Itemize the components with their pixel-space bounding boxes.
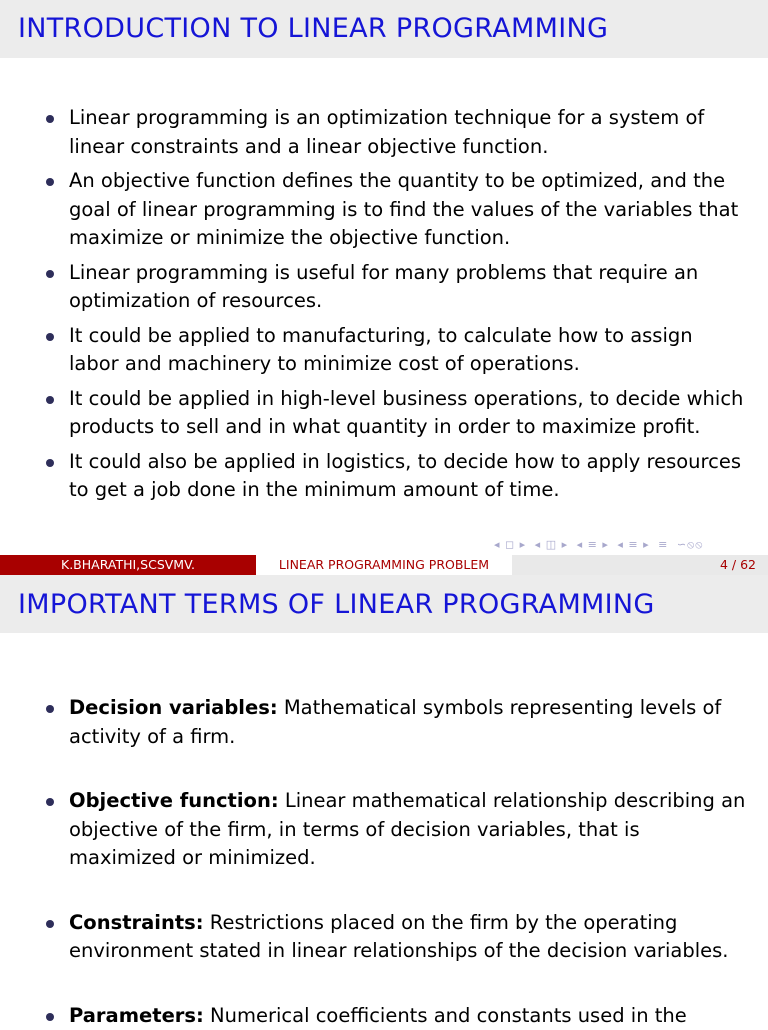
list-item: An objective function defines the quantity to be optimized, and the goal of linear programming is to find the values of the variables that maximize or minimize the objective function.	[0, 167, 768, 253]
list-item: It could also be applied in logistics, to decide how to apply resources to get a job done in the minimum amount of time.	[0, 448, 768, 505]
slide2-title: IMPORTANT TERMS OF LINEAR PROGRAMMING	[18, 589, 655, 620]
list-item	[0, 909, 768, 966]
footer-author: K.BHARATHI,SCSVMV.	[0, 555, 256, 575]
footer-page-box	[512, 555, 768, 575]
list-item	[0, 787, 768, 873]
slide1-title-band	[0, 0, 768, 58]
list-item	[0, 694, 768, 751]
list-item: It could be applied in high-level business operations, to decide which products to sell and in what quantity in order to maximize profit.	[0, 385, 768, 442]
term-definition: Mathematical symbols representing levels of activity of a firm.	[69, 696, 721, 748]
term-name: Objective function:	[69, 789, 279, 812]
subsection-list-nav-icon[interactable]: ◂ ≡ ▸	[617, 538, 649, 551]
term-name: Decision variables:	[69, 696, 278, 719]
search-icon[interactable]: ∽⦸⦸	[677, 538, 704, 551]
subsection-nav-icon[interactable]: ◂ ◫ ▸	[535, 538, 568, 551]
bullet-icon	[46, 1013, 54, 1021]
bullet-icon	[46, 333, 54, 341]
term-definition: Numerical coefficients and constants used in the	[210, 1004, 687, 1027]
term-name: Parameters:	[69, 1004, 204, 1027]
term-definition: Linear mathematical relationship describing an objective of the firm, in terms of decision variables, that is maximized or minimized.	[69, 789, 745, 869]
slide-footer	[0, 555, 768, 575]
bullet-icon	[46, 270, 54, 278]
slide1-title: INTRODUCTION TO LINEAR PROGRAMMING	[18, 13, 608, 44]
section-nav-icon[interactable]: ◂ ≡ ▸	[577, 538, 609, 551]
slide1-bullet-list	[0, 104, 768, 505]
page-number: 4 / 62	[720, 555, 756, 575]
footer-title: LINEAR PROGRAMMING PROBLEM	[256, 555, 512, 575]
bullet-icon	[46, 396, 54, 404]
bullet-icon	[46, 798, 54, 806]
slide2-term-list	[0, 694, 768, 1030]
frame-nav-icon[interactable]: ◂ ◻ ▸	[494, 538, 526, 551]
list-item: It could be applied to manufacturing, to calculate how to assign labor and machinery to minimize cost of operations.	[0, 322, 768, 379]
bullet-icon	[46, 178, 54, 186]
bullet-icon	[46, 459, 54, 467]
list-item: Linear programming is an optimization technique for a system of linear constraints and a linear objective function.	[0, 104, 768, 161]
bullet-icon	[46, 705, 54, 713]
list-item	[0, 1002, 768, 1030]
term-definition: Restrictions placed on the firm by the operating environment stated in linear relationships of the decision variables.	[69, 911, 728, 963]
align-icon[interactable]: ≡	[658, 538, 668, 551]
bullet-icon	[46, 920, 54, 928]
slide2-title-band	[0, 575, 768, 633]
term-name: Constraints:	[69, 911, 204, 934]
list-item: Linear programming is useful for many problems that require an optimization of resources.	[0, 259, 768, 316]
bullet-icon	[46, 115, 54, 123]
navigation-bar	[494, 538, 707, 552]
